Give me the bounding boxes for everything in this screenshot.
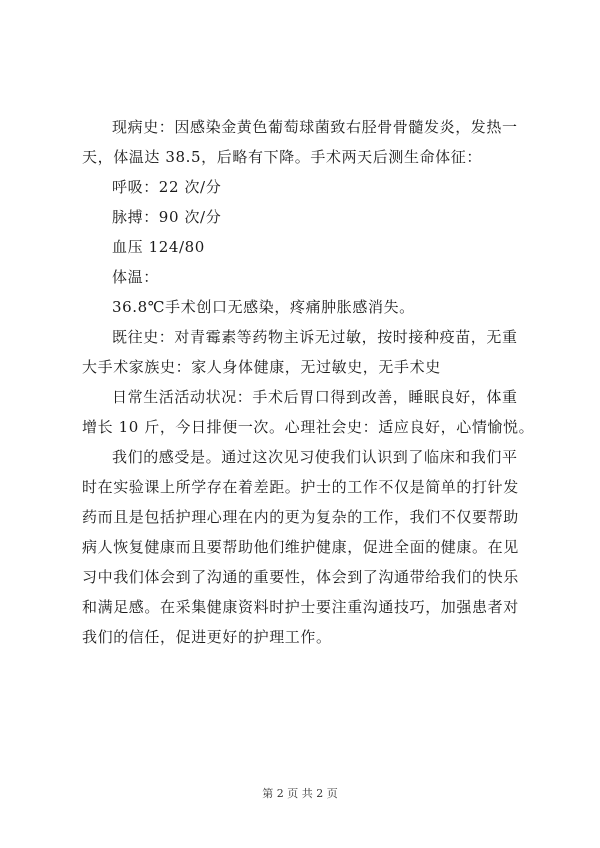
reflection-line-2: 时在实验课上所学存在着差距。护士的工作不仅是简单的打针发	[82, 478, 519, 496]
reflection-line-7: 我们的信任，促进更好的护理工作。	[82, 628, 332, 646]
pulse-line: 脉搏：90 次/分	[112, 208, 222, 226]
past-history-line-2: 大手术家族史：家人身体健康，无过敏史，无手术史	[82, 358, 441, 376]
reflection-line-1: 我们的感受是。通过这次见习使我们认识到了临床和我们平	[112, 448, 518, 466]
daily-activity-line-1: 日常生活活动状况：手术后胃口得到改善，睡眠良好，体重	[112, 388, 518, 406]
temperature-label-line: 体温：	[112, 268, 159, 286]
reflection-line-4: 病人恢复健康而且要帮助他们维护健康，促进全面的健康。在见	[82, 538, 519, 556]
past-history-line-1: 既往史：对青霉素等药物主诉无过敏，按时接种疫苗，无重	[112, 328, 518, 346]
page-footer: 第 2 页 共 2 页	[262, 787, 338, 800]
reflection-line-3: 药而且是包括护理心理在内的更为复杂的工作，我们不仅要帮助	[82, 508, 519, 526]
blood-pressure-line: 血压 124/80	[112, 238, 205, 256]
respiration-line: 呼吸：22 次/分	[112, 178, 222, 196]
reflection-line-5: 习中我们体会到了沟通的重要性，体会到了沟通带给我们的快乐	[82, 568, 519, 586]
reflection-line-6: 和满足感。在采集健康资料时护士要注重沟通技巧，加强患者对	[82, 598, 519, 616]
history-present-line-2: 天，体温达 38.5，后略有下降。手术两天后测生命体征：	[82, 148, 482, 166]
history-present-line-1: 现病史：因感染金黄色葡萄球菌致右胫骨骨髓发炎，发热一	[112, 118, 518, 136]
daily-activity-line-2: 增长 10 斤，今日排便一次。心理社会史：适应良好，心情愉悦。	[82, 418, 535, 436]
temperature-value-line: 36.8℃手术创口无感染，疼痛肿胀感消失。	[112, 298, 415, 316]
